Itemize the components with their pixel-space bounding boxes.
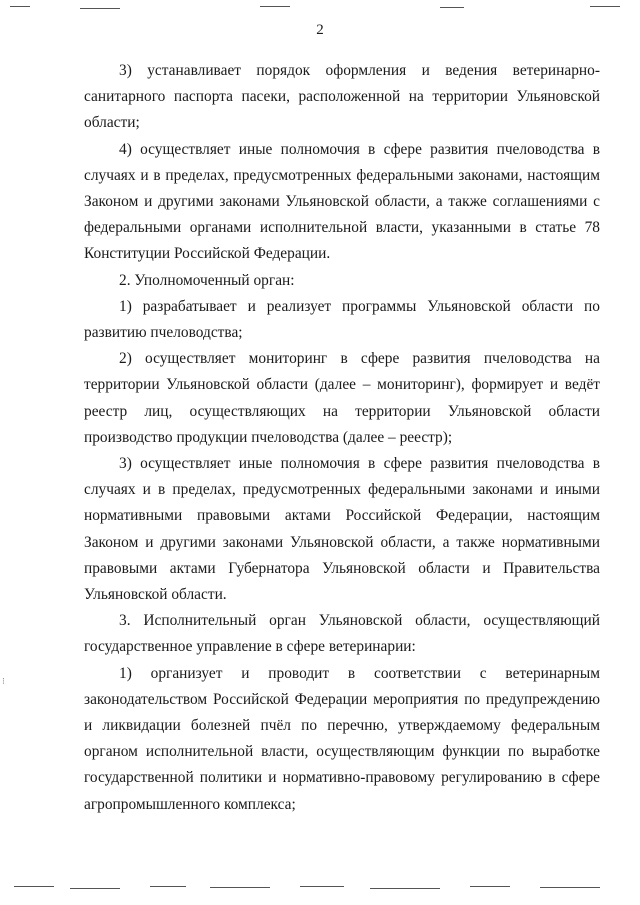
paragraph-section-3-heading: 3. Исполнительный орган Ульяновской области, осуществляющий государственное управление в сфере ветеринарии: — [84, 612, 600, 656]
paragraph-section-2-heading: 2. Уполномоченный орган: — [119, 271, 295, 289]
paragraph-section-2-item-1: 1) разрабатывает и реализует программы Ульяновской области по развитию пчеловодства; — [84, 297, 600, 342]
paragraph-item-4: 4) осуществляет иные полномочия в сфере развития пчеловодства в случаях и в пределах, предусмотренных федеральными законами, настоящим Законом и другими законами Ульяновской области, а также соглашениями с федеральными органами исполнительной власти, указанными в статье 78 Конституции Российской Федерации. — [84, 140, 600, 263]
paragraph-item-3: 3) устанавливает порядок оформления и ведения ветеринарно-санитарного паспорта пасеки, расположенной на территории Ульяновской области; — [84, 62, 600, 132]
document-body — [84, 58, 600, 818]
scan-artifact-top — [0, 6, 640, 12]
paragraph-section-2-item-3: 3) осуществляет иные полномочия в сфере развития пчеловодства в случаях и в пределах, предусмотренных федеральными законами и иными нормативными правовыми актами Российской Федерации, настоящим Законом и другими законами Ульяновской области, а также нормативными правовыми актами Губернатора Ульяновской области и Правительства Ульяновской области. — [84, 455, 600, 604]
page-number: 2 — [316, 22, 324, 38]
scan-artifact-bottom — [0, 886, 640, 892]
paragraph-section-3-item-1: 1) организует и проводит в соответствии с ветеринарным законодательством Российской Федерации мероприятия по предупреждению и ликвидации болезней пчёл по перечню, утверждаемому федеральным органом исполнительной власти, осуществляющим функции по выработке государственной политики и нормативно-правовому регулированию в сфере агропромышленного комплекса; — [84, 664, 600, 813]
scan-margin-mark: ⁝ — [2, 676, 5, 686]
paragraph-section-2-item-2: 2) осуществляет мониторинг в сфере развития пчеловодства на территории Ульяновской области (далее – мониторинг), формирует и ведёт реестр лиц, осуществляющих на территории Ульяновской области производство продукции пчеловодства (далее – реестр); — [84, 350, 600, 446]
